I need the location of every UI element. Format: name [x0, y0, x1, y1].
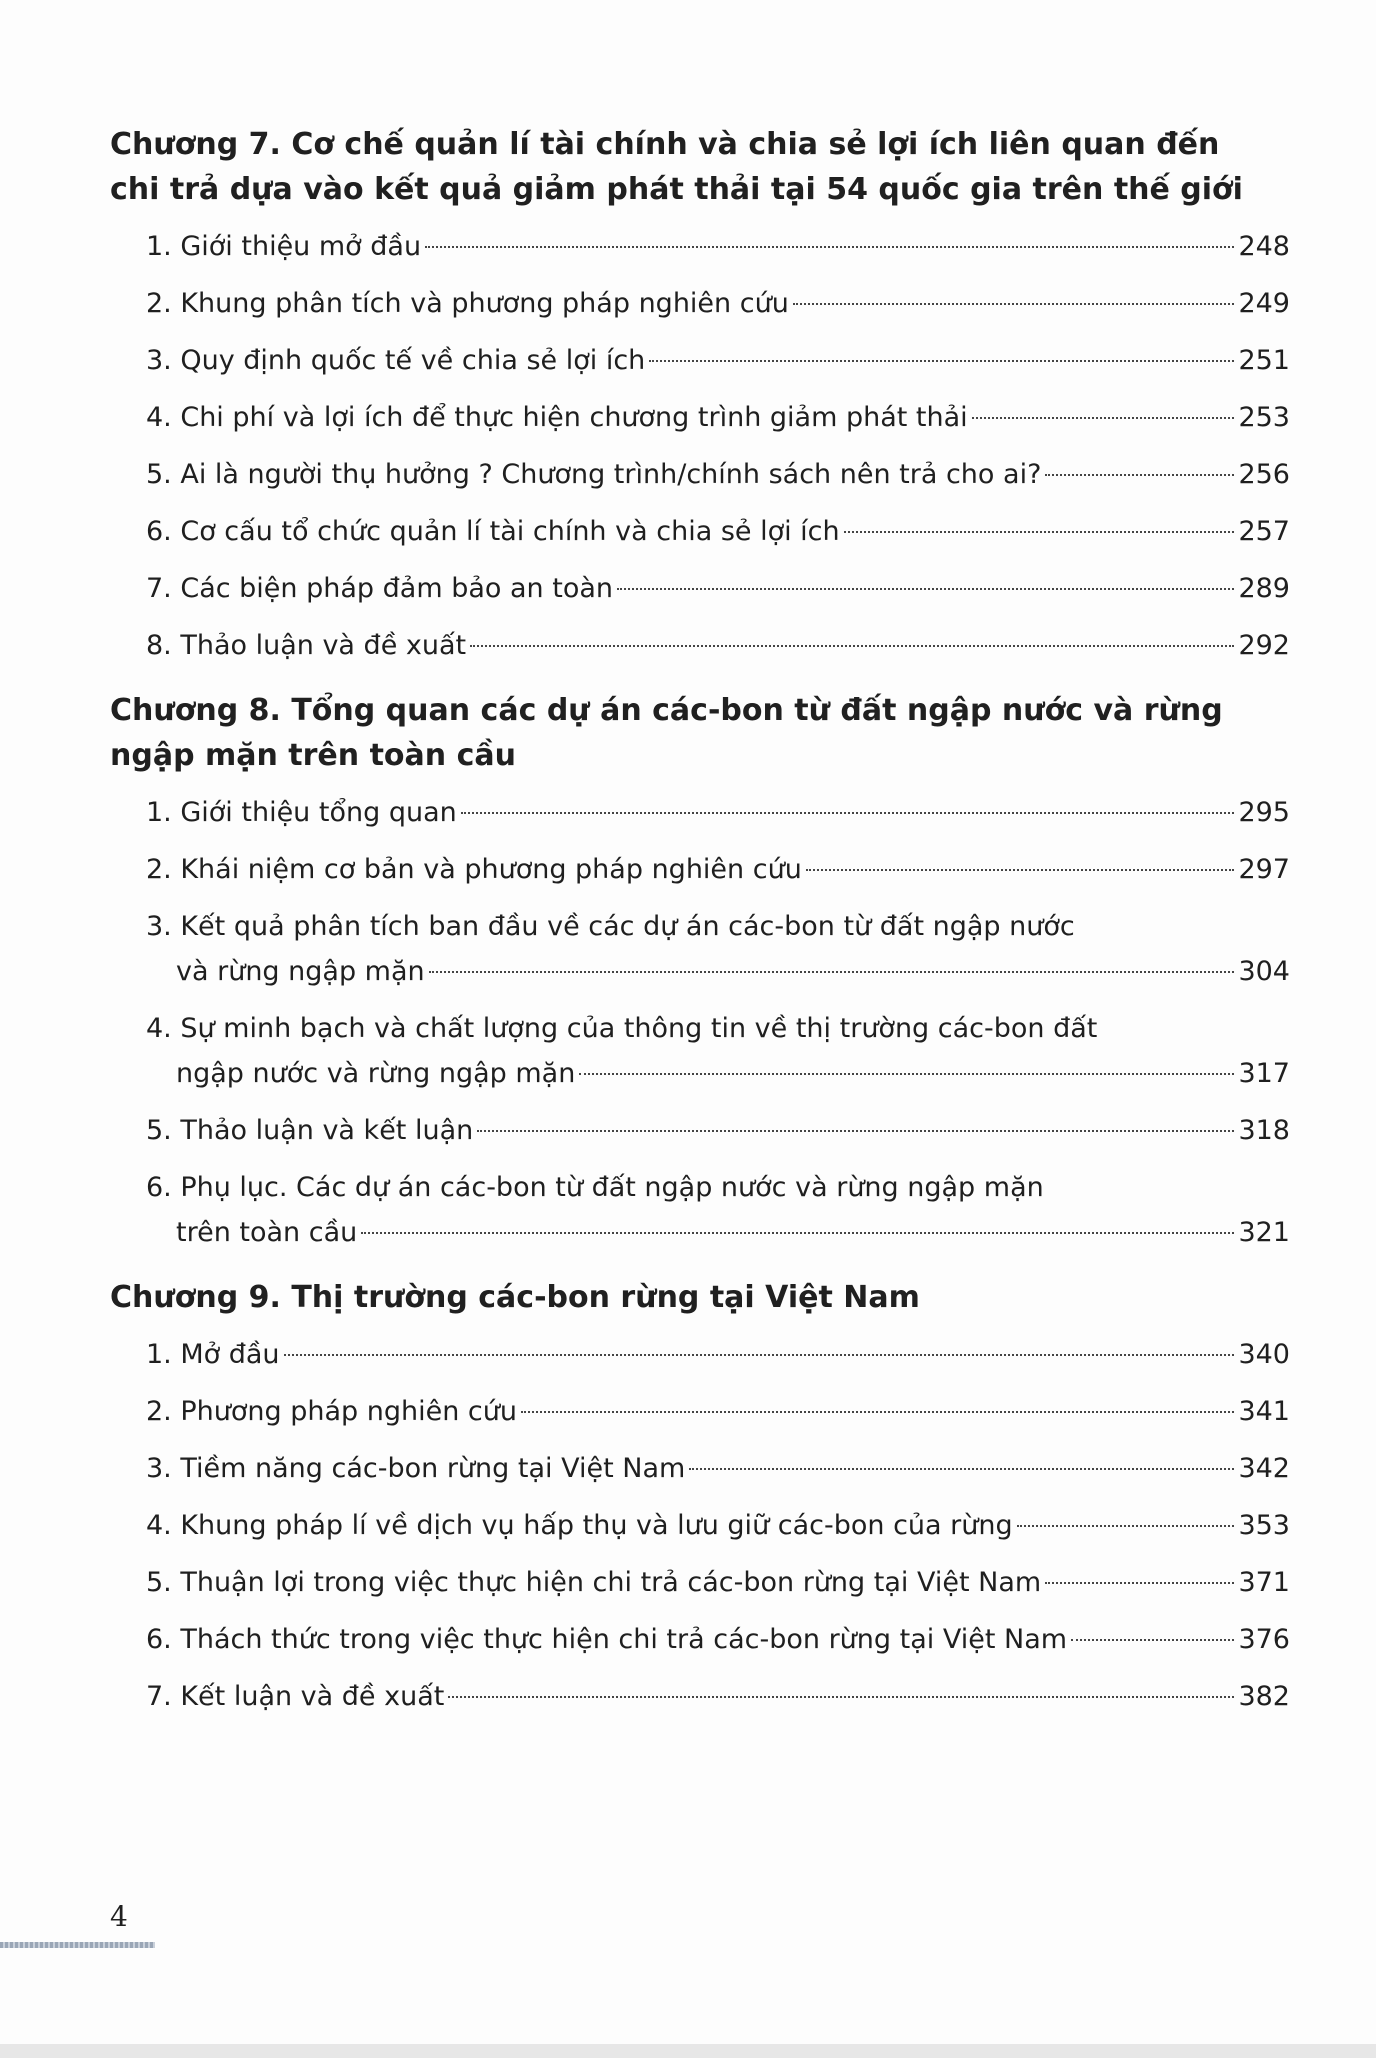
toc-entry [146, 452, 1290, 497]
toc-entry-label: 3. Tiềm năng các-bon rừng tại Việt Nam [146, 1453, 686, 1484]
chapter-title: Chương 9. Thị trường các-bon rừng tại Việt Nam [110, 1280, 920, 1315]
dot-leader [1017, 1525, 1235, 1527]
dot-leader [793, 303, 1235, 305]
dot-leader [689, 1468, 1234, 1470]
toc-entry [146, 1560, 1290, 1605]
dot-leader [1045, 474, 1234, 476]
toc-page-number: 371 [1238, 1567, 1290, 1598]
toc-entry-label: 3. Quy định quốc tế về chia sẻ lợi ích [146, 345, 646, 376]
toc-entry-label: 6. Cơ cấu tổ chức quản lí tài chính và chia sẻ lợi ích [146, 516, 840, 547]
toc-page-number: 382 [1238, 1681, 1290, 1712]
dot-leader [1045, 1582, 1234, 1584]
toc-page-number: 318 [1238, 1115, 1290, 1146]
toc-entry [146, 509, 1290, 554]
page-number: 4 [110, 1900, 128, 1933]
dot-leader [284, 1354, 1235, 1356]
toc-entry-label: 4. Khung pháp lí về dịch vụ hấp thụ và lưu giữ các-bon của rừng [146, 1510, 1013, 1541]
toc-entry-label: 1. Mở đầu [146, 1339, 280, 1370]
toc-entry-label: 5. Thuận lợi trong việc thực hiện chi trả các-bon rừng tại Việt Nam [146, 1567, 1042, 1598]
toc-entry [146, 338, 1290, 383]
toc-entry [146, 224, 1290, 269]
toc-entry [146, 1006, 1290, 1096]
toc-entry-label: 3. Kết quả phân tích ban đầu về các dự án các-bon từ đất ngập nước [146, 911, 1075, 942]
toc-page-number: 248 [1238, 231, 1290, 262]
toc-page-number: 342 [1238, 1453, 1290, 1484]
footer-rule [0, 1942, 155, 1948]
toc-entry [146, 1674, 1290, 1719]
toc-entry [146, 1165, 1290, 1255]
toc-entry-label: 2. Khung phân tích và phương pháp nghiên cứu [146, 288, 789, 319]
toc-entry-label: ngập nước và rừng ngập mặn [176, 1058, 576, 1089]
toc-page-number: 295 [1238, 797, 1290, 828]
toc-entry [146, 395, 1290, 440]
dot-leader [649, 360, 1234, 362]
toc-entry-label: 2. Khái niệm cơ bản và phương pháp nghiên cứu [146, 854, 802, 885]
toc-entry-label: 5. Thảo luận và kết luận [146, 1115, 474, 1146]
chapter-section [110, 122, 1290, 668]
table-of-contents [110, 122, 1290, 1719]
toc-page-number: 317 [1238, 1058, 1290, 1089]
toc-page-number: 321 [1238, 1217, 1290, 1248]
dot-leader [361, 1232, 1234, 1234]
chapter-title: Chương 7. Cơ chế quản lí tài chính và chia sẻ lợi ích liên quan đến chi trả dựa vào kết quả giảm phát thải tại 54 quốc gia trên thế giới [110, 127, 1243, 207]
toc-page-number: 340 [1238, 1339, 1290, 1370]
toc-entry-label: 5. Ai là người thụ hưởng ? Chương trình/chính sách nên trả cho ai? [146, 459, 1042, 490]
toc-entry-label: 1. Giới thiệu tổng quan [146, 797, 457, 828]
toc-entry [146, 623, 1290, 668]
toc-entry-label: 7. Các biện pháp đảm bảo an toàn [146, 573, 613, 604]
toc-entry [146, 1503, 1290, 1548]
dot-leader [521, 1411, 1234, 1413]
dot-leader [477, 1130, 1234, 1132]
toc-page-number: 251 [1238, 345, 1290, 376]
dot-leader [806, 869, 1235, 871]
toc-entry [146, 1617, 1290, 1662]
toc-entry [146, 1389, 1290, 1434]
toc-page-number: 353 [1238, 1510, 1290, 1541]
chapter-section [110, 688, 1290, 1255]
toc-entry-label: 4. Chi phí và lợi ích để thực hiện chương trình giảm phát thải [146, 402, 968, 433]
dot-leader [425, 246, 1234, 248]
toc-entry-label: 4. Sự minh bạch và chất lượng của thông tin về thị trường các-bon đất [146, 1013, 1098, 1044]
dot-leader [617, 588, 1234, 590]
toc-entry [146, 1446, 1290, 1491]
toc-page-number: 249 [1238, 288, 1290, 319]
dot-leader [844, 531, 1235, 533]
dot-leader [461, 812, 1235, 814]
toc-entry [146, 847, 1290, 892]
toc-page-number: 304 [1238, 956, 1290, 987]
dot-leader [429, 971, 1235, 973]
toc-entry [146, 904, 1290, 994]
toc-page-number: 256 [1238, 459, 1290, 490]
toc-page-number: 257 [1238, 516, 1290, 547]
toc-entry [146, 281, 1290, 326]
toc-entry [146, 566, 1290, 611]
toc-entry [146, 790, 1290, 835]
toc-entry-label: trên toàn cầu [176, 1217, 358, 1248]
toc-page-number: 253 [1238, 402, 1290, 433]
toc-page-number: 297 [1238, 854, 1290, 885]
dot-leader [579, 1073, 1234, 1075]
toc-entry-label: và rừng ngập mặn [176, 956, 425, 987]
scan-edge [0, 2044, 1376, 2058]
toc-entry [146, 1332, 1290, 1377]
chapter-section [110, 1275, 1290, 1719]
toc-entry-label: 7. Kết luận và đề xuất [146, 1681, 445, 1712]
toc-entry-label: 6. Phụ lục. Các dự án các-bon từ đất ngập nước và rừng ngập mặn [146, 1172, 1044, 1203]
toc-entry [146, 1108, 1290, 1153]
chapter-title: Chương 8. Tổng quan các dự án các-bon từ đất ngập nước và rừng ngập mặn trên toàn cầu [110, 693, 1223, 773]
toc-page-number: 376 [1238, 1624, 1290, 1655]
toc-entry-label: 2. Phương pháp nghiên cứu [146, 1396, 517, 1427]
toc-page-number: 341 [1238, 1396, 1290, 1427]
toc-page-number: 292 [1238, 630, 1290, 661]
dot-leader [972, 417, 1235, 419]
toc-entry-label: 8. Thảo luận và đề xuất [146, 630, 467, 661]
toc-page-number: 289 [1238, 573, 1290, 604]
dot-leader [448, 1696, 1234, 1698]
toc-entry-label: 6. Thách thức trong việc thực hiện chi trả các-bon rừng tại Việt Nam [146, 1624, 1068, 1655]
dot-leader [470, 645, 1234, 647]
toc-entry-label: 1. Giới thiệu mở đầu [146, 231, 422, 262]
dot-leader [1071, 1639, 1234, 1641]
